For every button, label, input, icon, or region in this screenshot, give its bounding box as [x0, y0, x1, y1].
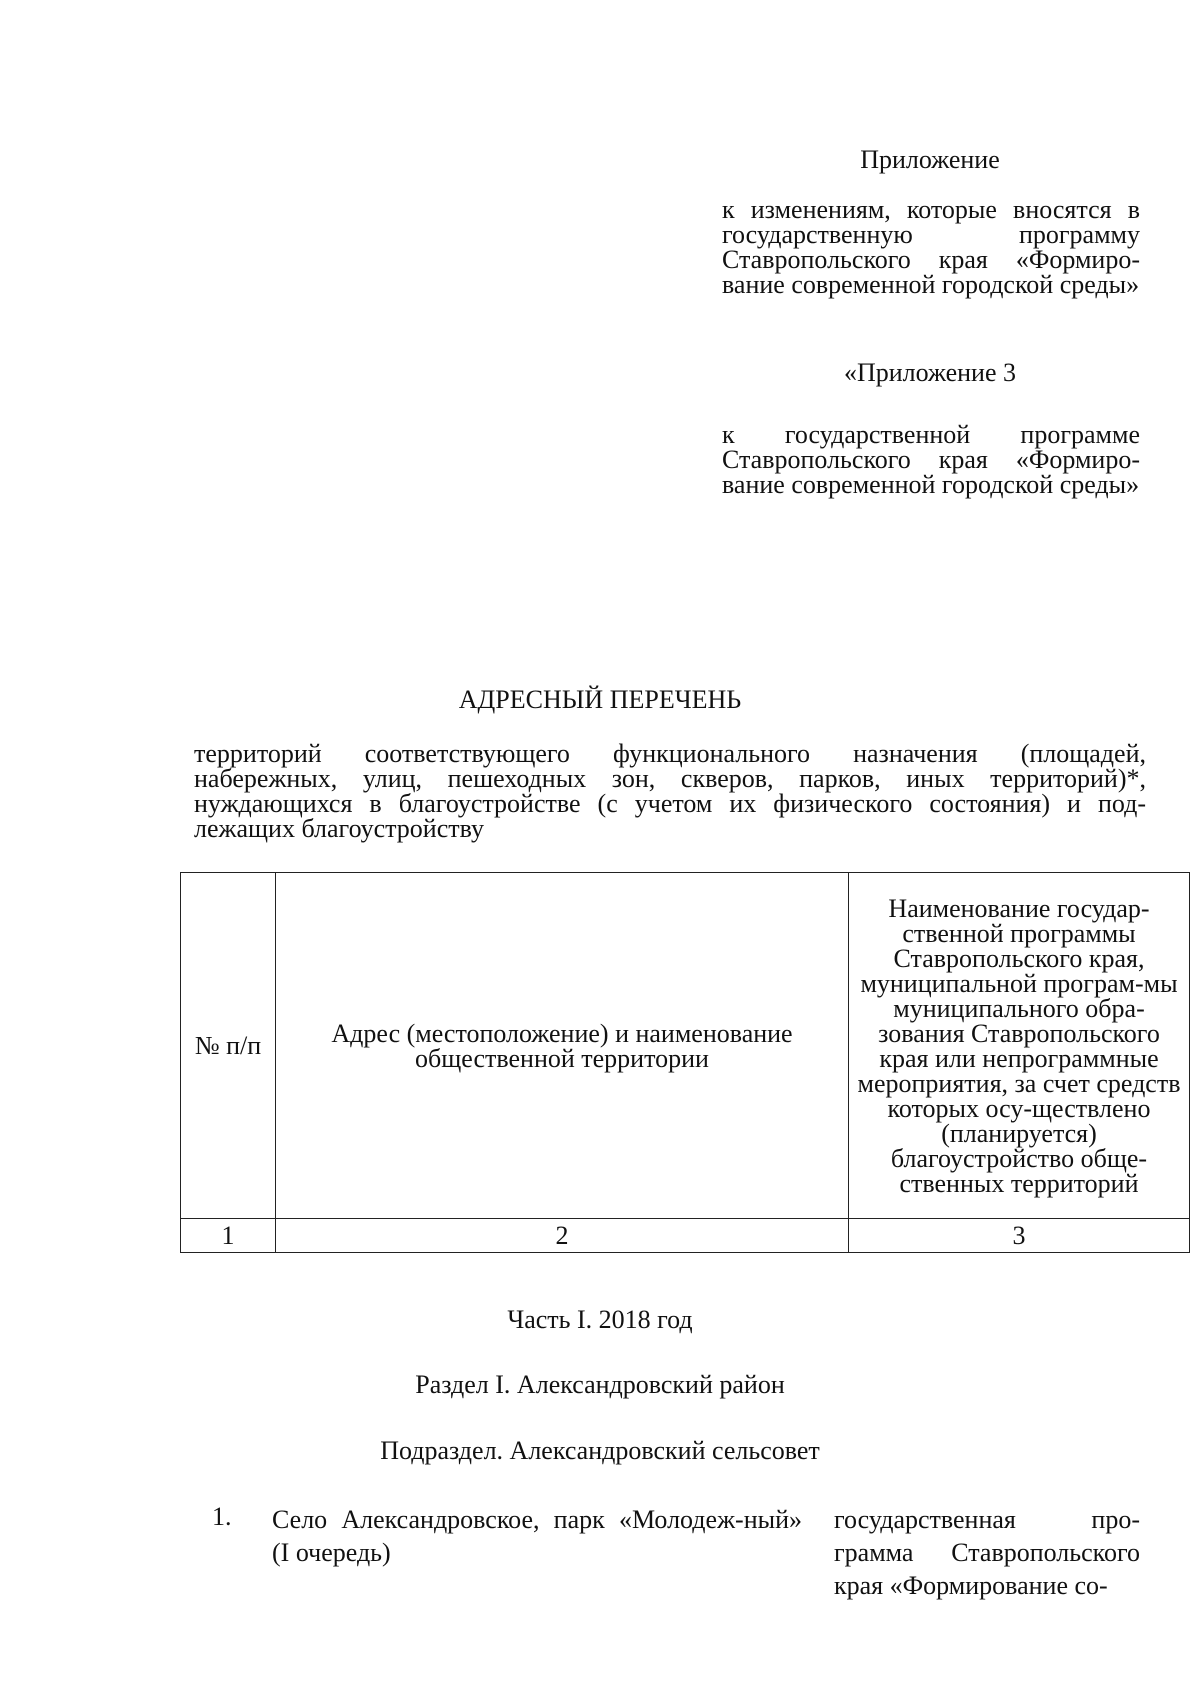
header-cell-program: Наименование государ-ственной программы Ставропольского края, муниципальной програм-мы муниципального обра-зования Ставропольского края или непрограммные мероприятия, за счет средств которых осу-ществлено (планируется) благоустройство обще-ственных территорий [849, 873, 1190, 1219]
document-subtitle: территорий соответствующего функционального назначения (площадей, набережных, улиц, пешеходных зон, скверов, парков, иных территорий)*, нуждающихся в благоустройстве (с учетом их физического состояния) и под-лежащих благоустройству [194, 739, 1146, 843]
column-number-row [181, 1219, 1190, 1253]
appendix-title: Приложение [860, 145, 1000, 174]
section-heading: Раздел I. Александровский район [415, 1370, 785, 1399]
part-heading: Часть I. 2018 год [507, 1305, 693, 1334]
header-cell-address: Адрес (местоположение) и наименование общественной территории [276, 873, 849, 1219]
column-number-2: 2 [276, 1219, 849, 1253]
appendix3-title: «Приложение 3 [843, 358, 1017, 387]
header-cell-number: № п/п [181, 873, 276, 1219]
row-address: Село Александровское, парк «Молодеж-ный» (I очередь) [272, 1505, 802, 1567]
header-row [181, 873, 1190, 1219]
header-table [180, 872, 1190, 1253]
column-number-1: 1 [181, 1219, 276, 1253]
appendix3-body: к государственной программе Ставропольского края «Формиро-вание современной городской среды» [722, 420, 1140, 499]
row-program: государственная про-грамма Ставропольского края «Формирование со- [834, 1505, 1140, 1600]
row-number: 1. [212, 1502, 232, 1531]
document-title: АДРЕСНЫЙ ПЕРЕЧЕНЬ [458, 685, 742, 714]
subsection-heading: Подраздел. Александровский сельсовет [380, 1436, 820, 1465]
column-number-3: 3 [849, 1219, 1190, 1253]
appendix-body: к изменениям, которые вносятся в государственную программу Ставропольского края «Формиро-вание современной городской среды» [722, 195, 1140, 299]
